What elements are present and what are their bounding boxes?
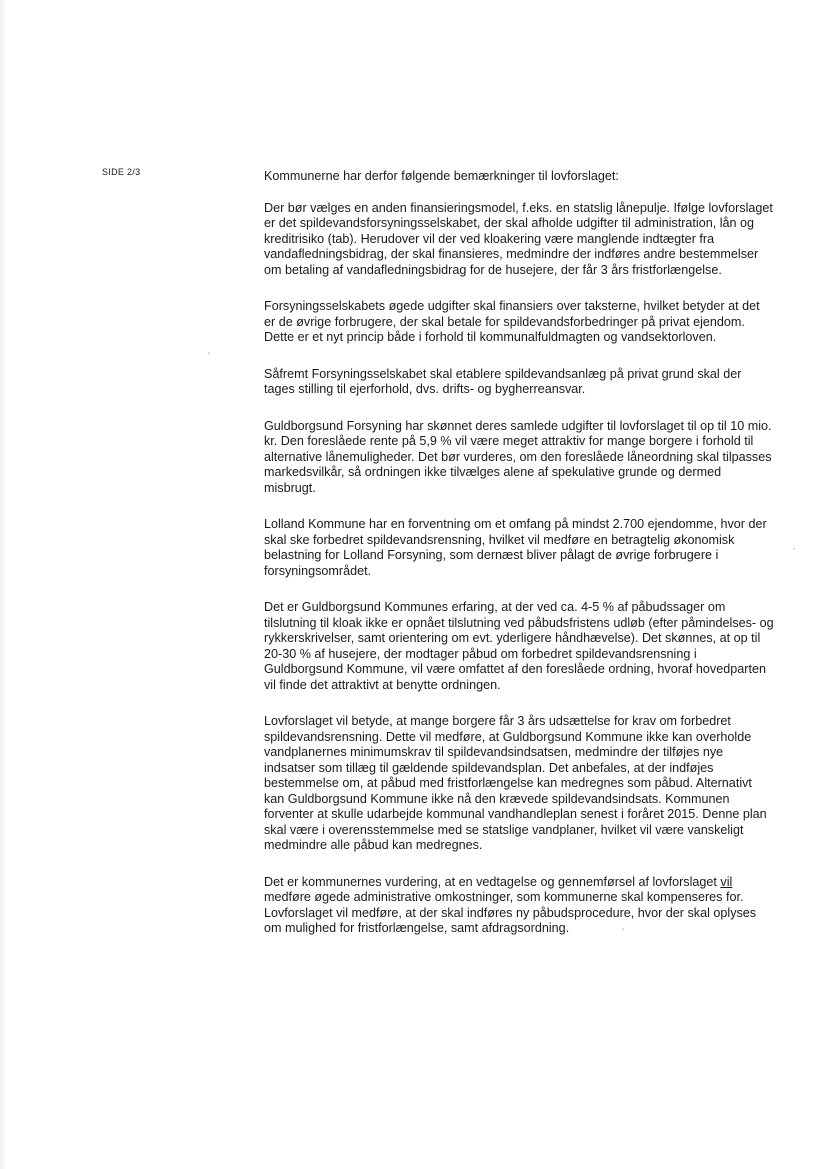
paragraph-part-after: medføre øgede administrative omkostninger, som kommunerne skal kompenseres for. Lovforslaget vil medføre, at der skal indføres ny påbudsprocedure, hvor der skal oplyses om mulighed for fristforlængelse, samt afdragsordning. (264, 890, 757, 935)
paragraph-guldborgsund-costs: Guldborgsund Forsyning har skønnet deres samlede udgifter til lovforslaget til op til 10 mio. kr. Den foreslåede rente på 5,9 % vil være meget attraktiv for mange borgere i forhold til alternative lånemuligheder. Det bør vurderes, om den foreslåede låneordning skal tilpasses markedsvilkår, så ordningen ikke tilvælges alene af spekulative grunde og dermed misbrugt. (264, 418, 772, 495)
paragraph-financing-model: Der bør vælges en anden finansieringsmodel, f.eks. en statslig lånepulje. Ifølge lovforslaget er det spildevandsforsyningsselskabet, der skal afholde udgifter til administration, lån og kreditrisiko (tab). Herudover vil der ved kloakering være manglende indtægter fra vandafledningsbidrag, der skal finansieres, medmindre der indføres andre bestemmelser om betaling af vandafledningsbidrag for de husejere, der får 3 års fristforlængelse. (264, 200, 773, 277)
scan-speck (793, 548, 795, 550)
scan-speck (622, 928, 624, 930)
page-number-label: SIDE 2/3 (102, 167, 141, 177)
paragraph-part-before: Det er kommunernes vurdering, at en vedtagelse og gennemførsel af lovforslaget (264, 874, 721, 889)
letter-body (264, 169, 774, 958)
underlined-word: vil (720, 874, 733, 889)
scan-edge-shadow (0, 0, 6, 1169)
paragraph-lolland-properties: Lolland Kommune har en forventning om et omfang på mindst 2.700 ejendomme, hvor der skal ske forbedret spildevandsrensning, hvilket vil medføre en betragtelig økonomisk belastning for Lolland Forsyning, som dernæst bliver pålagt de øvrige forbrugere i forsyningsområdet. (264, 517, 767, 578)
paragraph-enforcement-experience: Det er Guldborgsund Kommunes erfaring, at der ved ca. 4-5 % af påbudssager om tilslutning til kloak ikke er opnået tilslutning ved påbudsfristens udløb (efter påmindelses- og rykkerskrivelser, samt orientering om evt. yderligere håndhævelse). Det skønnes, at op til 20-30 % af husejere, der modtager påbud om forbedret spildevandsrensning i Guldborgsund Kommune, vil være omfattet af den foreslåede ordning, hvoraf hovedparten vil finde det attraktivt at benytte ordningen. (264, 600, 774, 692)
paragraph-water-plans: Lovforslaget vil betyde, at mange borgere får 3 års udsættelse for krav om forbedret spildevandsrensning. Dette vil medføre, at Guldborgsund Kommune ikke kan overholde vandplanernes minimumskrav til spildevandsindsatsen, medmindre der tilføjes nye indsatser som tillæg til gældende spildevandsplan. Det anbefales, at der indføjes bestemmelse om, at påbud med fristforlængelse kan medregnes som påbud. Alternativt kan Guldborgsund Kommune ikke nå den krævede spildevandsindsats. Kommunen forventer at skulle udarbejde kommunal vandhandleplan senest i foråret 2015. Denne plan skal være i overensstemmelse med se statslige vandplaner, hvilket vil være vanskeligt medmindre alle påbud kan medregnes. (264, 714, 767, 852)
paragraph-private-ground: Såfremt Forsyningsselskabet skal etablere spildevandsanlæg på privat grund skal der tages stilling til ejerforhold, dvs. drifts- og bygherreansvar. (264, 366, 742, 396)
intro-paragraph: Kommunerne har derfor følgende bemærkninger til lovforslaget: (264, 169, 619, 183)
scan-speck (208, 352, 210, 354)
paragraph-tariff-financing: Forsyningsselskabets øgede udgifter skal finansiers over taksterne, hvilket betyder at det er de øvrige forbrugere, der skal betale for spildevandsforbedringer på privat ejendom. Dette er et nyt princip både i forhold til kommunalfuldmagten og vandsektorloven. (264, 299, 760, 344)
paragraph-administrative-costs (264, 875, 774, 937)
